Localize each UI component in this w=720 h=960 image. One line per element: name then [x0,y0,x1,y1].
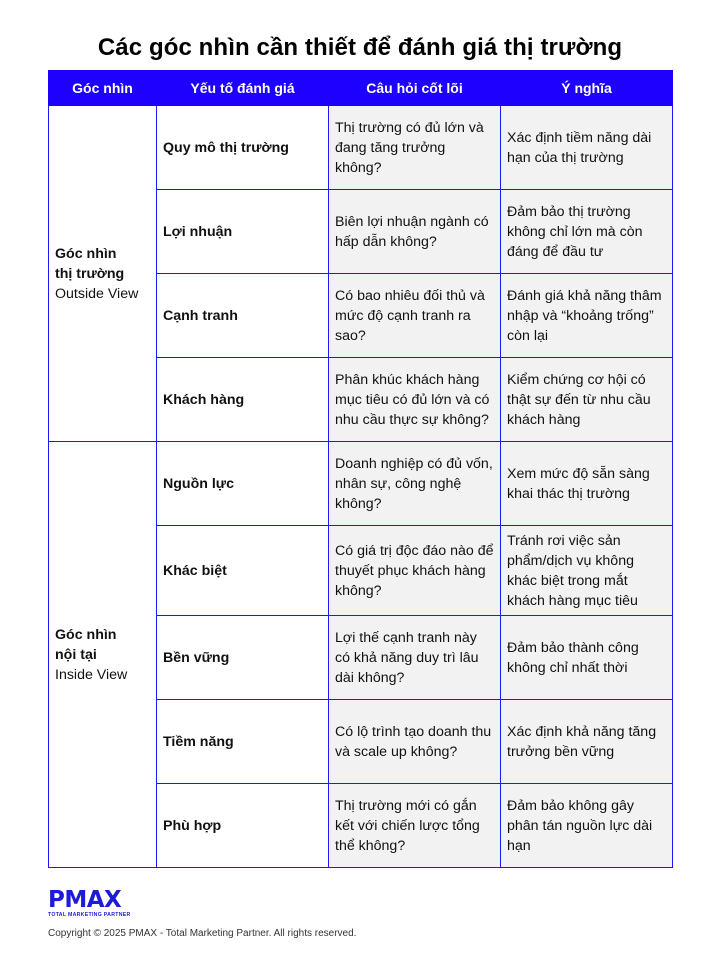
perspective-name-en: Inside View [55,666,128,683]
meaning-cell: Kiểm chứng cơ hội có thật sự đến từ nhu cầu khách hàng [501,358,673,442]
header-meaning: Ý nghĩa [501,71,673,106]
page-title: Các góc nhìn cần thiết để đánh giá thị trường [97,34,623,61]
question-cell: Thị trường mới có gắn kết với chiến lược tổng thể không? [329,784,501,868]
perspective-inside-view [49,442,157,868]
copyright-text: Copyright © 2025 PMAX - Total Marketing Partner. All rights reserved. [48,928,357,939]
meaning-cell: Đảm bảo không gây phân tán nguồn lực dài hạn [501,784,673,868]
perspective-name-line1: Góc nhìn [55,626,117,643]
factor-cell: Khách hàng [157,358,329,442]
meaning-cell: Xem mức độ sẵn sàng khai thác thị trường [501,442,673,526]
perspective-outside-view [49,106,157,442]
logo-wordmark: PMAX [48,887,122,913]
meaning-cell: Xác định tiềm năng dài hạn của thị trường [501,106,673,190]
question-cell: Có lộ trình tạo doanh thu và scale up không? [329,700,501,784]
question-cell: Có bao nhiêu đối thủ và mức độ cạnh tranh ra sao? [329,274,501,358]
logo-subtitle: TOTAL MARKETING PARTNER [48,912,131,918]
perspective-name-line2: nội tại [55,646,97,663]
question-cell: Lợi thế cạnh tranh này có khả năng duy trì lâu dài không? [329,616,501,700]
factor-cell: Cạnh tranh [157,274,329,358]
meaning-cell: Đảm bảo thị trường không chỉ lớn mà còn đáng để đầu tư [501,190,673,274]
factor-cell: Phù hợp [157,784,329,868]
perspective-name-line1: Góc nhìn [55,245,117,262]
factor-cell: Bền vững [157,616,329,700]
table-row [49,442,673,526]
factor-cell: Nguồn lực [157,442,329,526]
meaning-cell: Đảm bảo thành công không chỉ nhất thời [501,616,673,700]
table-row [49,106,673,190]
market-perspectives-table [48,70,673,868]
factor-cell: Quy mô thị trường [157,106,329,190]
question-cell: Có giá trị độc đáo nào để thuyết phục khách hàng không? [329,526,501,616]
header-question: Câu hỏi cốt lõi [329,71,501,106]
perspective-name-en: Outside View [55,285,139,302]
factor-cell: Lợi nhuận [157,190,329,274]
meaning-cell: Đánh giá khả năng thâm nhập và “khoảng trống” còn lại [501,274,673,358]
factor-cell: Tiềm năng [157,700,329,784]
meaning-cell: Xác định khả năng tăng trưởng bền vững [501,700,673,784]
question-cell: Biên lợi nhuận ngành có hấp dẫn không? [329,190,501,274]
pmax-logo [48,888,138,922]
question-cell: Doanh nghiệp có đủ vốn, nhân sự, công nghệ không? [329,442,501,526]
table-header-row [49,71,673,106]
header-perspective: Góc nhìn [49,71,157,106]
question-cell: Phân khúc khách hàng mục tiêu có đủ lớn và có nhu cầu thực sự không? [329,358,501,442]
question-cell: Thị trường có đủ lớn và đang tăng trưởng không? [329,106,501,190]
perspective-name-line2: thị trường [55,265,125,282]
factor-cell: Khác biệt [157,526,329,616]
meaning-cell: Tránh rơi việc sản phẩm/dịch vụ không khác biệt trong mắt khách hàng mục tiêu [501,526,673,616]
header-factor: Yếu tố đánh giá [157,71,329,106]
